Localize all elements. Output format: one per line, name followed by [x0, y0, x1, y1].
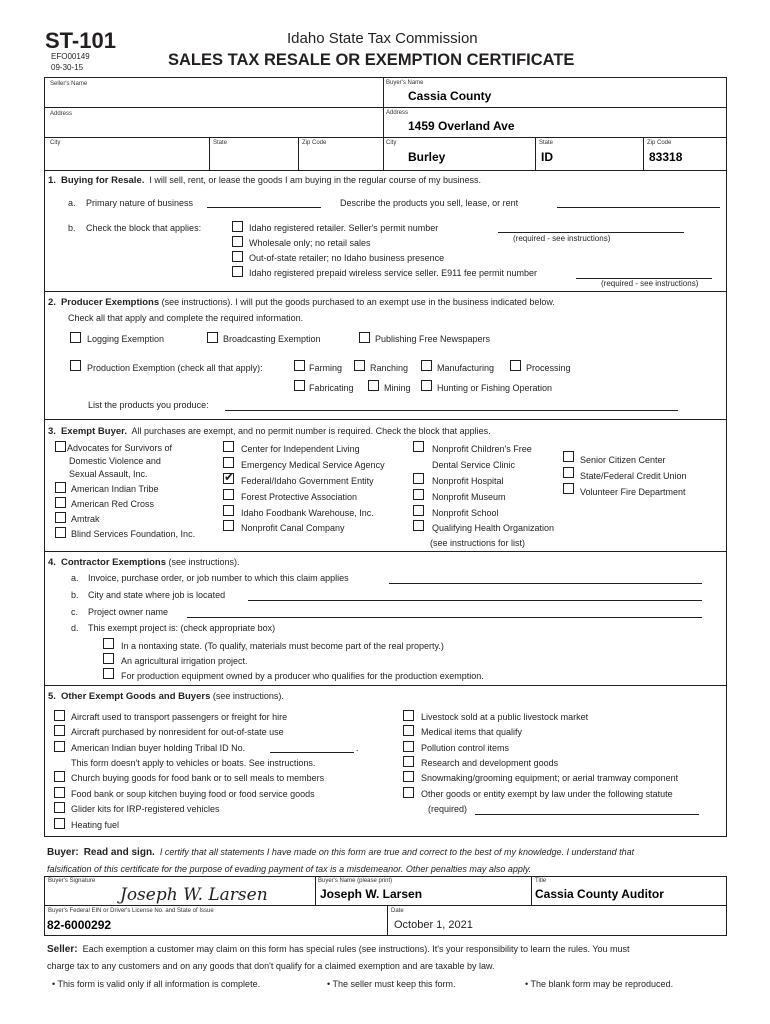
tribal-id-input[interactable] — [270, 752, 354, 753]
s1-b-label: b. — [68, 223, 76, 233]
red-cross-label: American Red Cross — [71, 499, 155, 509]
heating-fuel-label: Heating fuel — [71, 820, 120, 830]
snowmaking-checkbox[interactable] — [403, 771, 414, 782]
buyer-signature[interactable]: Joseph W. Larsen — [120, 885, 268, 905]
wholesale-checkbox[interactable] — [232, 236, 243, 247]
s4-project-owner-label: Project owner name — [88, 607, 169, 617]
statute-required-label: (required) — [428, 804, 468, 814]
prepaid-wireless-label: Idaho registered prepaid wireless service seller. E911 fee permit number — [249, 268, 537, 278]
project-owner-input[interactable] — [187, 617, 702, 618]
advocates-label-1: Advocates for Survivors of — [67, 443, 173, 453]
credit-union-checkbox[interactable] — [563, 467, 574, 478]
statute-input[interactable] — [475, 814, 699, 815]
seller-address-label: Address — [50, 111, 73, 117]
logging-label: Logging Exemption — [87, 334, 165, 344]
ein-field[interactable]: 82-6000292 — [47, 918, 112, 932]
section-4-heading: 4. Contractor Exemptions (see instructions). — [48, 557, 240, 568]
s1-a-label: a. — [68, 198, 76, 208]
mining-checkbox[interactable] — [368, 380, 379, 391]
prepaid-wireless-checkbox[interactable] — [232, 266, 243, 277]
farming-label: Farming — [309, 363, 343, 373]
page-title: SALES TAX RESALE OR EXEMPTION CERTIFICATE — [168, 51, 575, 69]
manufacturing-checkbox[interactable] — [421, 360, 432, 371]
section-2-heading: 2. Producer Exemptions (see instructions). I will put the goods purchased to an exempt use in the business indicated below. — [48, 297, 555, 308]
title-label: Title — [535, 878, 547, 884]
section-1-heading: 1. Buying for Resale. I will sell, rent, or lease the goods I am buying in the regular course of my business. — [48, 175, 482, 186]
idaho-retailer-label: Idaho registered retailer. Seller's permit number — [249, 223, 439, 233]
vehicles-note: This form doesn't apply to vehicles or boats. See instructions. — [71, 758, 316, 768]
independent-living-label: Center for Independent Living — [241, 444, 360, 454]
fabricating-label: Fabricating — [309, 383, 354, 393]
forest-protective-label: Forest Protective Association — [241, 492, 358, 502]
aircraft-nonresident-label: Aircraft purchased by nonresident for out-of-state use — [71, 727, 284, 737]
ems-agency-checkbox[interactable] — [223, 457, 234, 468]
independent-living-checkbox[interactable] — [223, 441, 234, 452]
tribal-id-period: . — [356, 743, 359, 753]
pollution-control-label: Pollution control items — [421, 743, 510, 753]
footer-note-2: • The seller must keep this form. — [327, 979, 456, 989]
tribal-id-label: American Indian buyer holding Tribal ID No. — [71, 743, 246, 753]
irrigation-project-label: An agricultural irrigation project. — [121, 656, 248, 666]
s4-job-location-label: City and state where job is located — [88, 590, 226, 600]
advocates-label-3: Sexual Assault, Inc. — [69, 469, 148, 479]
senior-center-checkbox[interactable] — [563, 451, 574, 462]
canal-company-checkbox[interactable] — [223, 520, 234, 531]
check-mark-icon: ✔ — [224, 470, 235, 484]
out-of-state-label: Out-of-state retailer; no Idaho business presence — [249, 253, 445, 263]
american-indian-tribe-label: American Indian Tribe — [71, 484, 159, 494]
buyer-zip-label: Zip Code — [647, 140, 672, 146]
foodbank-warehouse-checkbox[interactable] — [223, 505, 234, 516]
broadcasting-checkbox[interactable] — [207, 332, 218, 343]
amtrak-checkbox[interactable] — [55, 512, 66, 523]
nonprofit-school-checkbox[interactable] — [413, 505, 424, 516]
footer-note-1: • This form is valid only if all information is complete. — [52, 979, 261, 989]
soup-kitchen-checkbox[interactable] — [54, 787, 65, 798]
aircraft-nonresident-checkbox[interactable] — [54, 725, 65, 736]
soup-kitchen-label: Food bank or soup kitchen buying food or food service goods — [71, 789, 315, 799]
job-location-input[interactable] — [248, 600, 702, 601]
invoice-number-input[interactable] — [389, 583, 702, 584]
snowmaking-label: Snowmaking/grooming equipment; or aerial tramway component — [421, 773, 679, 783]
health-organization-checkbox[interactable] — [413, 520, 424, 531]
tribal-id-checkbox[interactable] — [54, 741, 65, 752]
out-of-state-checkbox[interactable] — [232, 251, 243, 262]
nonprofit-museum-label: Nonprofit Museum — [432, 492, 506, 502]
buyer-name-label: Buyer's Name — [386, 80, 424, 86]
production-equipment-label: For production equipment owned by a producer who qualifies for the production exemption. — [121, 671, 484, 681]
forest-protective-checkbox[interactable] — [223, 489, 234, 500]
buyer-address-label: Address — [386, 110, 409, 116]
nonprofit-hospital-checkbox[interactable] — [413, 473, 424, 484]
business-nature-input[interactable] — [207, 207, 321, 208]
print-name-label: Buyer's Name (please print) — [318, 878, 393, 884]
section-5-heading: 5. Other Exempt Goods and Buyers (see instructions). — [48, 691, 284, 702]
date-label: Date — [391, 908, 404, 914]
s4-invoice-label: Invoice, purchase order, or job number to which this claim applies — [88, 573, 349, 583]
dental-clinic-checkbox[interactable] — [413, 441, 424, 452]
other-goods-checkbox[interactable] — [403, 787, 414, 798]
red-cross-checkbox[interactable] — [55, 497, 66, 508]
section-3-heading: 3. Exempt Buyer. All purchases are exempt, and no permit number is required. Check the block that applies. — [48, 426, 491, 437]
livestock-checkbox[interactable] — [403, 710, 414, 721]
research-development-checkbox[interactable] — [403, 756, 414, 767]
logging-checkbox[interactable] — [70, 332, 81, 343]
foodbank-warehouse-label: Idaho Foodbank Warehouse, Inc. — [241, 508, 374, 518]
farming-checkbox[interactable] — [294, 360, 305, 371]
fire-department-label: Volunteer Fire Department — [580, 487, 686, 497]
s4-d-label: d. — [71, 623, 79, 633]
health-org-note: (see instructions for list) — [430, 538, 526, 548]
nonprofit-museum-checkbox[interactable] — [413, 489, 424, 500]
medical-items-checkbox[interactable] — [403, 725, 414, 736]
advocates-label-2: Domestic Violence and — [69, 456, 161, 466]
other-goods-label: Other goods or entity exempt by law under the following statute — [421, 789, 673, 799]
manufacturing-label: Manufacturing — [437, 363, 495, 373]
wholesale-label: Wholesale only; no retail sales — [249, 238, 371, 248]
footer-note-3: • The blank form may be reproduced. — [525, 979, 674, 989]
irrigation-project-checkbox[interactable] — [103, 653, 114, 664]
production-equipment-checkbox[interactable] — [103, 668, 114, 679]
processing-label: Processing — [526, 363, 571, 373]
list-products-input[interactable] — [225, 410, 678, 411]
hunting-fishing-label: Hunting or Fishing Operation — [437, 383, 553, 393]
broadcasting-label: Broadcasting Exemption — [223, 334, 321, 344]
title-field[interactable]: Cassia County Auditor — [535, 887, 664, 901]
seller-note: Seller: Each exemption a customer may claim on this form has special rules (see instructions). It's your responsibility to learn the rules. You must charge tax to any customers and on any goods that don't qualify for a claimed exemption and are taxable by law. — [47, 944, 630, 971]
pollution-control-checkbox[interactable] — [403, 741, 414, 752]
publishing-checkbox[interactable] — [359, 332, 370, 343]
form-date: 09-30-15 — [51, 63, 84, 72]
s1-describe-products: Describe the products you sell, lease, or rent — [340, 198, 519, 208]
glider-kits-label: Glider kits for IRP-registered vehicles — [71, 804, 220, 814]
sellers-permit-input[interactable] — [498, 232, 684, 233]
ranching-label: Ranching — [370, 363, 409, 373]
buyer-certification: Buyer: Read and sign. I certify that all statements I have made on this form are true and correct to the best of my knowledge. I understand that falsification of this certificate for the purpose of evading payment of tax is a misdemeanor. Other penalties may also apply. — [47, 847, 635, 874]
fabricating-checkbox[interactable] — [294, 380, 305, 391]
buyer-state-label: State — [539, 140, 554, 146]
senior-center-label: Senior Citizen Center — [580, 455, 666, 465]
ems-agency-label: Emergency Medical Service Agency — [241, 460, 385, 470]
livestock-label: Livestock sold at a public livestock market — [421, 712, 589, 722]
credit-union-label: State/Federal Credit Union — [580, 471, 687, 481]
s4-c-label: c. — [71, 607, 79, 617]
seller-state-label: State — [213, 140, 228, 146]
date-field[interactable]: October 1, 2021 — [394, 919, 473, 931]
advocates-checkbox[interactable] — [55, 441, 66, 452]
products-description-input[interactable] — [557, 207, 720, 208]
agency-name: Idaho State Tax Commission — [287, 30, 478, 47]
ranching-checkbox[interactable] — [354, 360, 365, 371]
nontaxing-state-checkbox[interactable] — [103, 638, 114, 649]
form-code: EFO00149 — [51, 52, 90, 61]
buyer-zip-field[interactable]: 83318 — [649, 150, 683, 164]
required-note-1: (required - see instructions) — [513, 234, 611, 243]
buyer-city-field[interactable]: Burley — [408, 150, 446, 164]
buyer-state-field[interactable]: ID — [541, 150, 553, 164]
blind-services-checkbox[interactable] — [55, 527, 66, 538]
health-organization-label: Qualifying Health Organization — [432, 523, 555, 533]
seller-city-label: City — [50, 140, 61, 146]
mining-label: Mining — [384, 383, 411, 393]
buyer-city-label: City — [386, 140, 397, 146]
nontaxing-state-label: In a nontaxing state. (To qualify, materials must become part of the real property.) — [121, 641, 444, 651]
print-name-field[interactable]: Joseph W. Larsen — [320, 887, 423, 901]
dental-clinic-label-1: Nonprofit Children's Free — [432, 444, 532, 454]
s1-check-block: Check the block that applies: — [86, 223, 202, 233]
s4-b-label: b. — [71, 590, 79, 600]
aircraft-hire-label: Aircraft used to transport passengers or freight for hire — [71, 712, 288, 722]
buyer-name-field[interactable]: Cassia County — [408, 89, 492, 103]
glider-kits-checkbox[interactable] — [54, 802, 65, 813]
required-note-2: (required - see instructions) — [601, 279, 699, 288]
signature-label: Buyer's Signature — [48, 878, 96, 884]
seller-zip-label: Zip Code — [302, 140, 327, 146]
s4-project-type-label: This exempt project is: (check appropriate box) — [88, 623, 276, 633]
medical-items-label: Medical items that qualify — [421, 727, 523, 737]
research-development-label: Research and development goods — [421, 758, 559, 768]
form-number: ST-101 — [45, 28, 116, 53]
seller-name-label: Seller's Name — [50, 81, 88, 87]
fire-department-checkbox[interactable] — [563, 483, 574, 494]
heating-fuel-checkbox[interactable] — [54, 818, 65, 829]
nonprofit-school-label: Nonprofit School — [432, 508, 499, 518]
aircraft-hire-checkbox[interactable] — [54, 710, 65, 721]
s2-check-all: Check all that apply and complete the required information. — [68, 313, 304, 323]
buyer-address-field[interactable]: 1459 Overland Ave — [408, 119, 515, 133]
hunting-fishing-checkbox[interactable] — [421, 380, 432, 391]
idaho-retailer-checkbox[interactable] — [232, 221, 243, 232]
production-checkbox[interactable] — [70, 360, 81, 371]
processing-checkbox[interactable] — [510, 360, 521, 371]
canal-company-label: Nonprofit Canal Company — [241, 523, 345, 533]
production-label: Production Exemption (check all that apply): — [87, 363, 263, 373]
ein-label: Buyer's Federal EIN or Driver's License No. and State of Issue — [48, 908, 214, 914]
blind-services-label: Blind Services Foundation, Inc. — [71, 529, 196, 539]
government-entity-label: Federal/Idaho Government Entity — [241, 476, 374, 486]
s1-primary-nature: Primary nature of business — [86, 198, 194, 208]
s4-a-label: a. — [71, 573, 79, 583]
publishing-label: Publishing Free Newspapers — [375, 334, 491, 344]
church-food-bank-checkbox[interactable] — [54, 771, 65, 782]
american-indian-tribe-checkbox[interactable] — [55, 482, 66, 493]
amtrak-label: Amtrak — [71, 514, 100, 524]
list-products-label: List the products you produce: — [88, 400, 209, 410]
church-food-bank-label: Church buying goods for food bank or to sell meals to members — [71, 773, 325, 783]
dental-clinic-label-2: Dental Service Clinic — [432, 460, 516, 470]
nonprofit-hospital-label: Nonprofit Hospital — [432, 476, 504, 486]
